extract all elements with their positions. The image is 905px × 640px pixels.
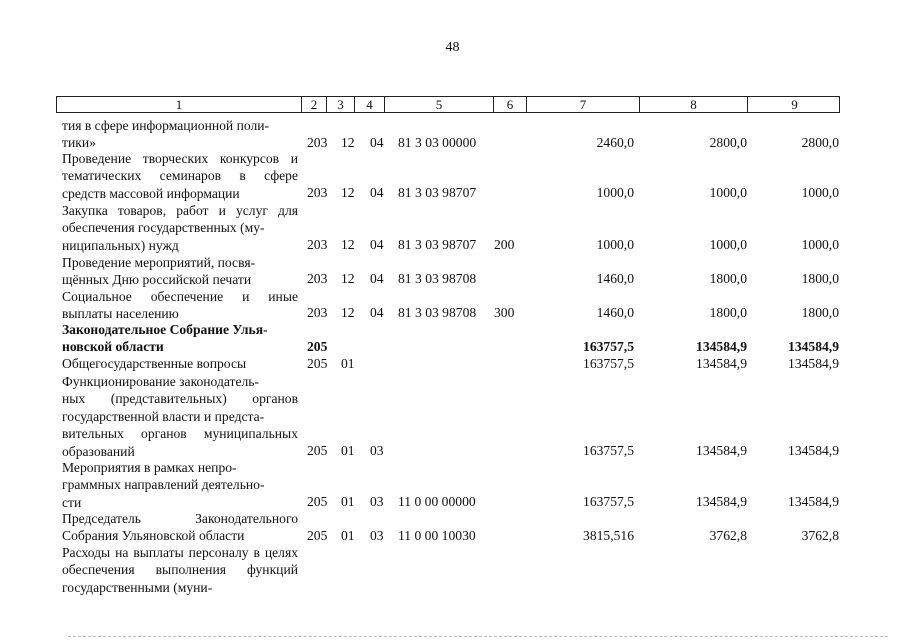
- row-col-6: 300: [494, 305, 515, 320]
- header-col-7: 7: [527, 97, 640, 112]
- row-col-9: 1000,0: [801, 185, 839, 200]
- row-col-2: 203: [307, 135, 328, 150]
- row-col-3: 01: [341, 528, 355, 543]
- row-col-7: 1460,0: [596, 271, 634, 286]
- row-col-4: 04: [370, 305, 384, 320]
- row-col-4: 03: [370, 528, 384, 543]
- row-col-9: 134584,9: [788, 356, 839, 371]
- row-col-9: 2800,0: [801, 135, 839, 150]
- row-description: Председатель Законодательного Собрания Ульяновской области: [62, 511, 298, 544]
- row-col-5: 81 3 03 00000: [398, 135, 477, 150]
- row-col-8: 1800,0: [709, 271, 747, 286]
- row-col-3: 12: [341, 185, 355, 200]
- header-col-9: 9: [791, 97, 798, 112]
- row-description: Проведение мероприятий, посвя- щённых Дню российской печати: [62, 255, 256, 288]
- row-col-3: 01: [341, 443, 355, 458]
- row-col-4: 04: [370, 237, 384, 252]
- row-col-2: 205: [307, 528, 328, 543]
- row-col-9: 1800,0: [801, 271, 839, 286]
- row-col-8: 1000,0: [709, 185, 747, 200]
- row-col-3: 01: [341, 356, 355, 371]
- row-col-2: 205: [307, 494, 328, 509]
- row-col-7: 3815,516: [583, 528, 634, 543]
- row-col-8: 134584,9: [696, 443, 747, 458]
- header-col-5: 5: [385, 97, 494, 112]
- row-col-8: 2800,0: [709, 135, 747, 150]
- header-col-2: 2: [302, 97, 327, 112]
- row-col-9: 134584,9: [788, 494, 839, 509]
- row-col-8: 134584,9: [696, 494, 747, 509]
- row-col-3: 01: [341, 494, 355, 509]
- row-col-2: 203: [307, 237, 328, 252]
- row-col-3: 12: [341, 135, 355, 150]
- row-col-5: 11 0 00 00000: [398, 494, 476, 509]
- row-col-3: 12: [341, 305, 355, 320]
- row-description: Функционирование законодатель- ных (представительных) органов государственной власти и предста- вительных органов муниципальных образований: [62, 374, 298, 459]
- row-col-4: 03: [370, 443, 384, 458]
- header-col-4: 4: [355, 97, 385, 112]
- page-number: 48: [445, 40, 460, 55]
- row-col-8: 134584,9: [696, 356, 747, 371]
- row-col-4: 04: [370, 135, 384, 150]
- row-col-9: 134584,9: [788, 339, 839, 354]
- row-col-7: 163757,5: [583, 356, 634, 371]
- row-description: Мероприятия в рамках непро- граммных направлений деятельно- сти: [62, 460, 265, 510]
- row-col-7: 1460,0: [596, 305, 634, 320]
- row-description: Общегосударственные вопросы: [62, 356, 247, 371]
- row-col-7: 1000,0: [596, 185, 634, 200]
- row-col-7: 163757,5: [583, 494, 634, 509]
- row-description: Законодательное Собрание Улья- новской области: [62, 322, 268, 355]
- row-col-5: 81 3 03 98708: [398, 271, 477, 286]
- row-col-4: 04: [370, 271, 384, 286]
- row-col-9: 1000,0: [801, 237, 839, 252]
- header-col-8: 8: [640, 97, 748, 112]
- row-col-7: 163757,5: [583, 443, 634, 458]
- row-col-3: 12: [341, 237, 355, 252]
- row-col-4: 04: [370, 185, 384, 200]
- row-col-9: 1800,0: [801, 305, 839, 320]
- row-col-3: 12: [341, 271, 355, 286]
- row-col-5: 11 0 00 10030: [398, 528, 476, 543]
- row-col-8: 134584,9: [696, 339, 747, 354]
- row-col-7: 2460,0: [596, 135, 634, 150]
- row-col-2: 203: [307, 305, 328, 320]
- row-col-2: 205: [307, 339, 328, 354]
- row-description: тия в сфере информационной поли- тики»: [62, 118, 270, 151]
- header-col-3: 3: [327, 97, 355, 112]
- bottom-scan-line: [68, 636, 888, 637]
- row-col-9: 134584,9: [788, 443, 839, 458]
- row-col-8: 1000,0: [709, 237, 747, 252]
- row-col-4: 03: [370, 494, 384, 509]
- row-col-8: 1800,0: [709, 305, 747, 320]
- header-col-1: 1: [57, 97, 302, 112]
- row-description: Расходы на выплаты персоналу в целях обеспечения выполнения функций государственными (муни-: [62, 545, 298, 595]
- row-col-2: 205: [307, 356, 328, 371]
- row-col-2: 203: [307, 185, 328, 200]
- row-col-9: 3762,8: [801, 528, 839, 543]
- row-col-2: 205: [307, 443, 328, 458]
- row-description: Закупка товаров, работ и услуг для обеспечения государственных (му- ниципальных) нужд: [62, 203, 298, 253]
- row-col-7: 163757,5: [583, 339, 634, 354]
- row-col-2: 203: [307, 271, 328, 286]
- row-col-7: 1000,0: [596, 237, 634, 252]
- row-col-8: 3762,8: [709, 528, 747, 543]
- row-col-5: 81 3 03 98707: [398, 237, 477, 252]
- row-description: Социальное обеспечение и иные выплаты населению: [62, 289, 298, 322]
- header-col-6: 6: [494, 97, 527, 112]
- row-col-5: 81 3 03 98708: [398, 305, 477, 320]
- row-description: Проведение творческих конкурсов и тематических семинаров в сфере средств массовой информации: [62, 151, 298, 201]
- row-col-5: 81 3 03 98707: [398, 185, 477, 200]
- row-col-6: 200: [494, 237, 515, 252]
